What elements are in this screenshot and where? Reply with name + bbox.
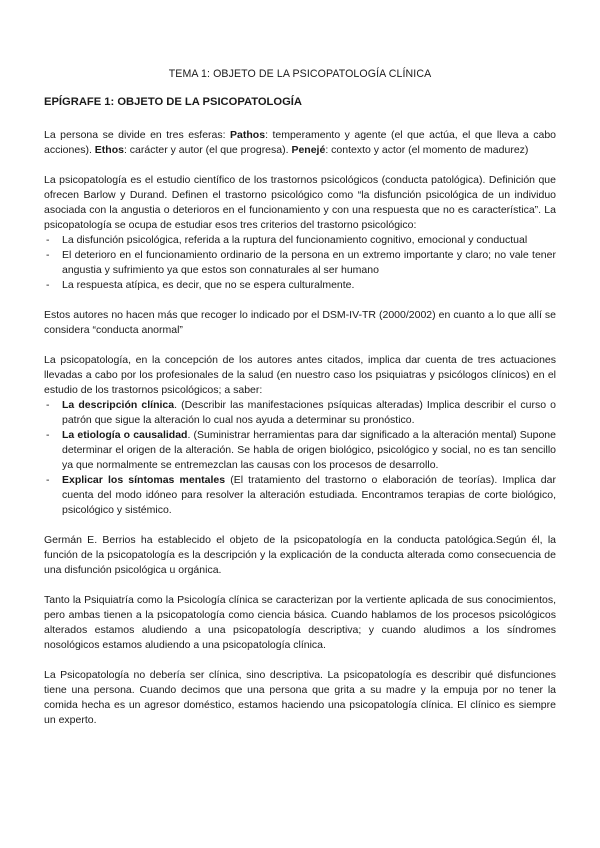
text: : carácter y autor (el que progresa). <box>123 144 292 156</box>
term-ethos: Ethos <box>94 144 124 156</box>
text: : temperamento y agente (el que actúa, el que lleva a cabo acciones). <box>44 129 556 156</box>
term-pathos: Pathos <box>230 129 266 141</box>
text: : contexto y actor (el momento de madurez) <box>325 144 529 156</box>
paragraph-berrios: Germán E. Berrios ha establecido el objeto de la psicopatología en la conducta patológica.Según él, la función de la psicopatología es la descripción y la explicación de la conducta alterada como consecuencia de una disfunción psicológica u orgánica. <box>44 534 556 576</box>
section-heading: EPÍGRAFE 1: OBJETO DE LA PSICOPATOLOGÍA <box>44 96 302 108</box>
term-peneje: Penejé <box>291 144 326 156</box>
list-item: - La descripción clínica. (Describir las manifestaciones psíquicas alteradas) Implica describir el curso o patrón que sigue la alteración lo cual nos ayuda a determinar su pronóstico. <box>46 399 556 426</box>
list-item: - Explicar los síntomas mentales (El tratamiento del trastorno o elaboración de teorías). Implica dar cuenta del modo idóneo para resolver la alteración estudiada. Encontramos terapias de corte biológico, psicológico y sistémico. <box>46 474 556 516</box>
actions-list <box>44 398 556 518</box>
document-page <box>44 68 556 743</box>
criteria-list <box>44 233 556 293</box>
paragraph-psiquiatria: Tanto la Psiquiatría como la Psicología clínica se caracterizan por la vertiente aplicada de sus conocimientos, pero ambas tienen a la psicopatología como ciencia básica. Cuando hablamos de los procesos psicológicos alterados estamos aludiendo a una psicopatología descriptiva; y cuando aludimos a los síndromes nosológicos estamos aludiendo a una psicopatología clínica. <box>44 594 556 651</box>
list-item: - La etiología o causalidad. (Suministrar herramientas para dar significado a la alteración mental) Supone determinar el origen de la alteración. Se habla de origen biológico, psicológico y social, no es tan sencillo ya que normalmente se entremezclan las causas con los procesos de desarrollo. <box>46 429 556 471</box>
document-title: TEMA 1: OBJETO DE LA PSICOPATOLOGÍA CLÍNICA <box>168 68 432 80</box>
list-item: - La disfunción psicológica, referida a la ruptura del funcionamiento cognitivo, emocional y conductual <box>46 234 528 246</box>
paragraph-actuaciones: La psicopatología, en la concepción de los autores antes citados, implica dar cuenta de tres actuaciones llevadas a cabo por los profesionales de la salud (en nuestro caso los psiquiatras y psicólogos clínicos) en el estudio de los trastornos psicológicos; a saber: <box>44 354 556 396</box>
paragraph-definicion: La psicopatología es el estudio científico de los trastornos psicológicos (conducta patológica). Definición que ofrecen Barlow y Durand. Definen el trastorno psicológico como “la disfunción psicológica de un individuo asociada con la angustia o deterioros en el funcionamiento y con una respuesta que no es característica”. La psicopatología se ocupa de estudiar esos tres criterios del trastorno psicológico: <box>44 174 556 231</box>
paragraph-descriptiva: La Psicopatología no debería ser clínica, sino descriptiva. La psicopatología es describir qué disfunciones tiene una persona. Cuando decimos que una persona que grita a su madre y la empuja por no tener la comida hecha es un agresor doméstico, estamos haciendo una psicopatología clínica. El clínico es siempre un experto. <box>44 669 556 726</box>
list-item: - La respuesta atípica, es decir, que no se espera culturalmente. <box>46 279 355 291</box>
list-item: - El deterioro en el funcionamiento ordinario de la persona en un extremo importante y claro; no vale tener angustia y sufrimiento ya que estos son connaturales al ser humano <box>46 249 556 276</box>
paragraph-esferas <box>44 128 556 158</box>
paragraph-dsm: Estos autores no hacen más que recoger lo indicado por el DSM-IV-TR (2000/2002) en cuanto a lo que allí se considera “conducta anormal” <box>44 309 556 336</box>
text: La persona se divide en tres esferas: <box>44 129 231 141</box>
